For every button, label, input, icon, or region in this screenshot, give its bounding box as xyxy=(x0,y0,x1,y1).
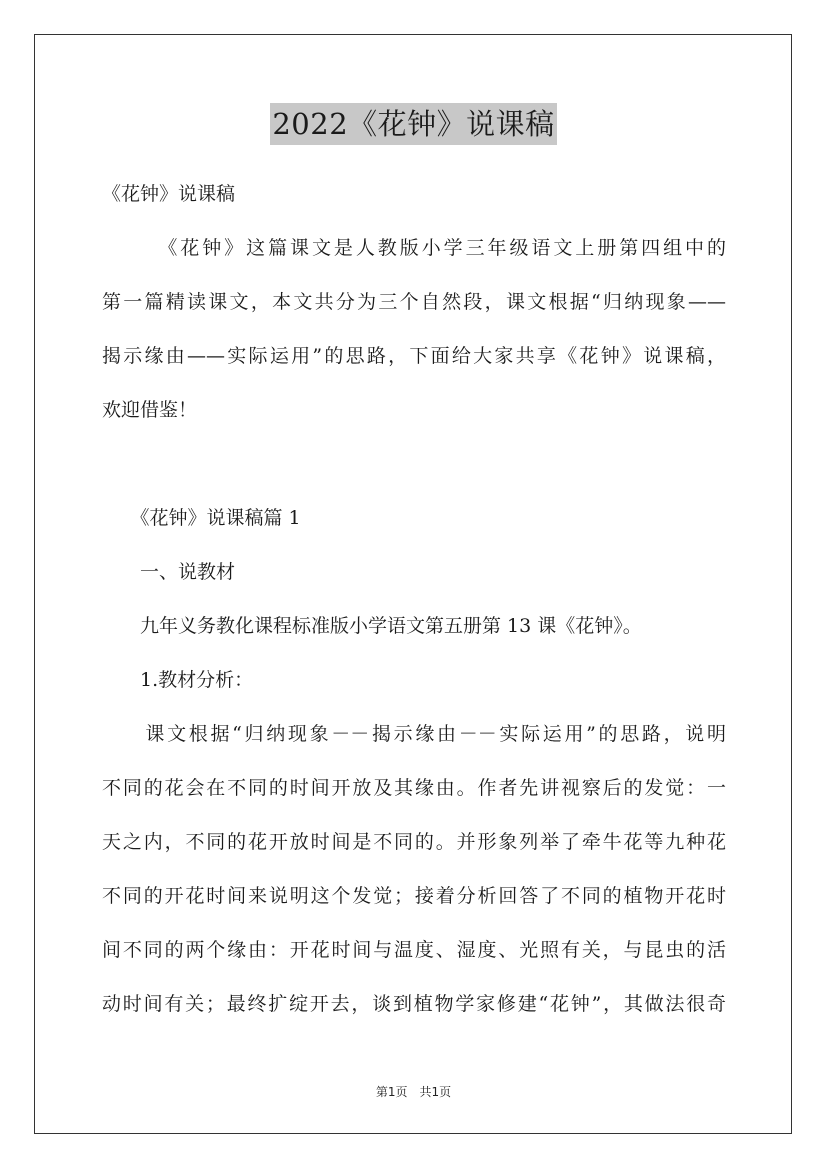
analysis-line-4: 不同的开花时间来说明这个发觉；接着分析回答了不同的植物开花时 xyxy=(102,885,726,907)
document-body xyxy=(102,172,726,1036)
intro-line-2: 第一篇精读课文，本文共分为三个自然段，课文根据“归纳现象—— xyxy=(102,291,726,313)
analysis-heading: 1.教材分析： xyxy=(102,669,254,691)
paragraph-gap xyxy=(102,442,726,496)
intro-line-1: 《花钟》这篇课文是人教版小学三年级语文上册第四组中的 xyxy=(102,237,726,259)
part-heading: 一、说教材 xyxy=(102,561,236,583)
course-line: 九年义务教化课程标准版小学语文第五册第 13 课《花钟》。 xyxy=(102,615,642,637)
section-heading: 《花钟》说课稿篇 1 xyxy=(102,507,301,529)
analysis-line-6: 动时间有关；最终扩绽开去，谈到植物学家修建“花钟”，其做法很奇 xyxy=(102,993,726,1015)
analysis-line-3: 天之内，不同的花开放时间是不同的。并形象列举了牵牛花等九种花 xyxy=(102,831,726,853)
analysis-line-1: 课文根据“归纳现象－－揭示缘由－－实际运用”的思路，说明 xyxy=(102,723,726,745)
intro-line-3: 揭示缘由——实际运用”的思路，下面给大家共享《花钟》说课稿， xyxy=(102,345,726,367)
intro-line-4: 欢迎借鉴！ xyxy=(102,399,198,421)
page-footer: 第1页 共1页 xyxy=(375,1085,452,1099)
subtitle: 《花钟》说课稿 xyxy=(102,183,236,205)
analysis-line-2: 不同的花会在不同的时间开放及其缘由。作者先讲视察后的发觉：一 xyxy=(102,777,726,799)
title-container xyxy=(0,103,827,145)
analysis-line-5: 间不同的两个缘由：开花时间与温度、湿度、光照有关，与昆虫的活 xyxy=(102,939,726,961)
document-title: 2022《花钟》说课稿 xyxy=(270,103,556,145)
